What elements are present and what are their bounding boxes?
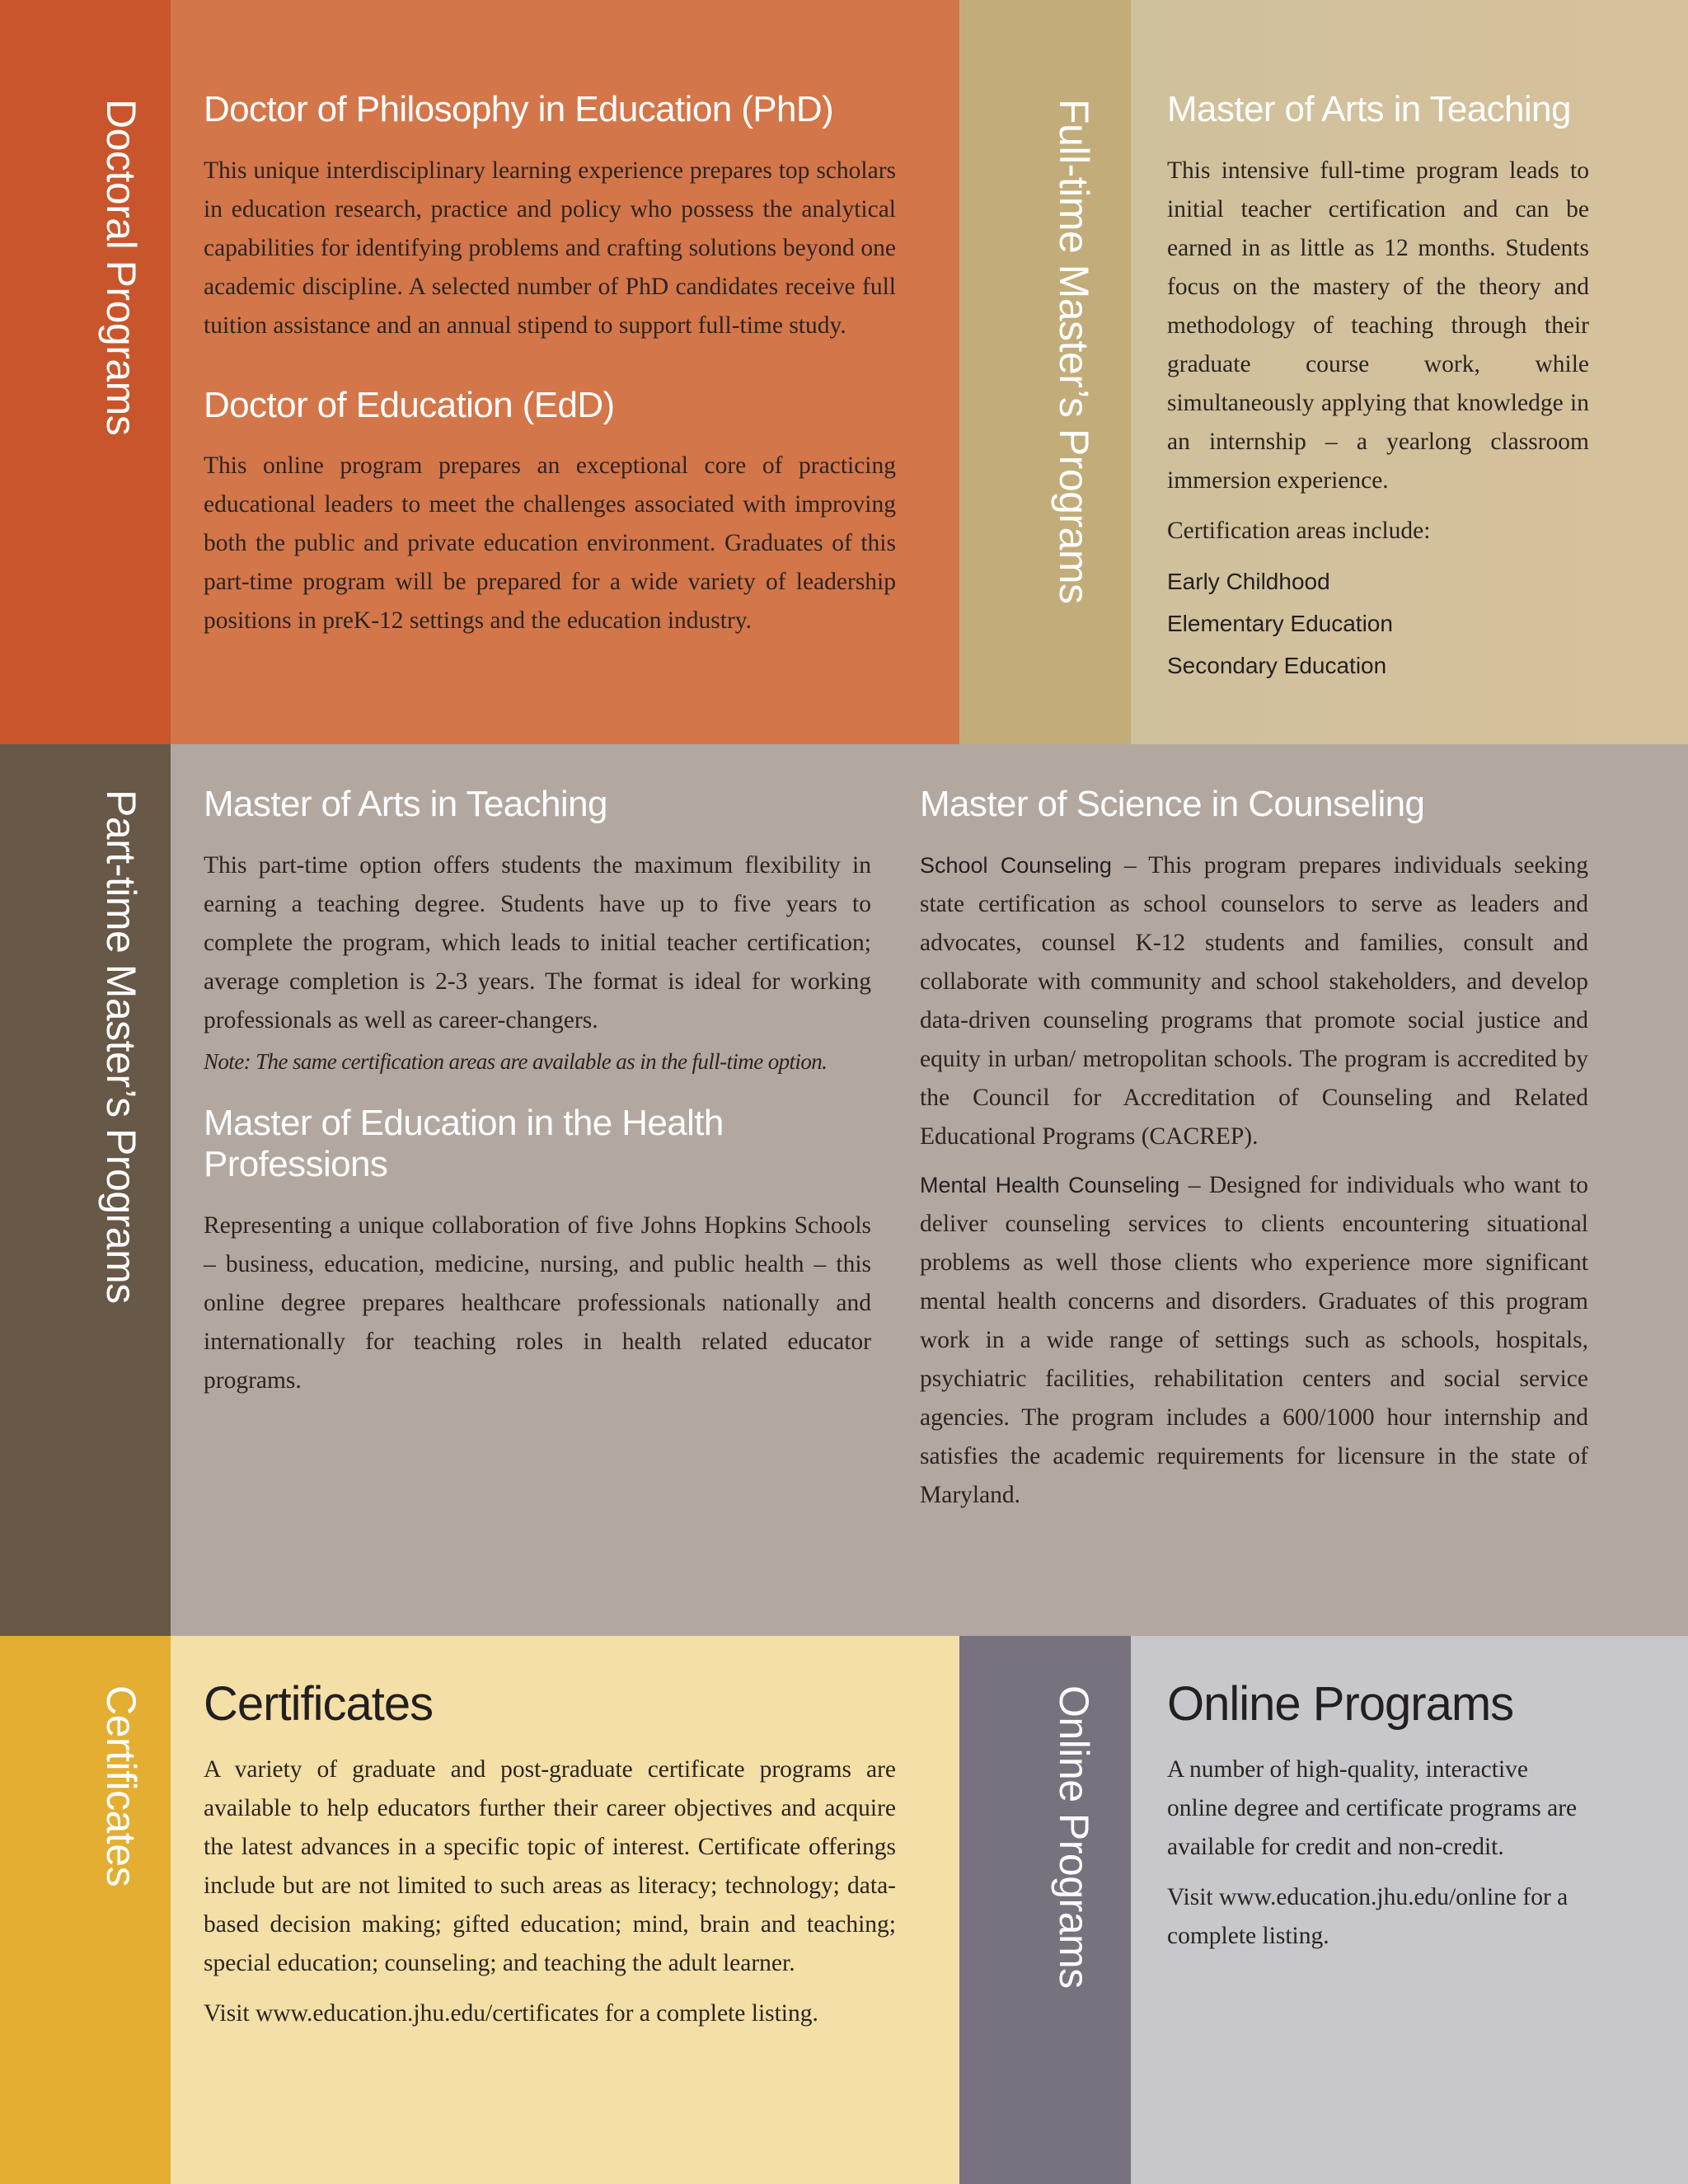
parttime-mat-note: Note: The same certification areas are available as in the full-time option.: [204, 1048, 828, 1074]
certificates-section: [171, 1636, 959, 2184]
parttime-section: [171, 744, 1688, 1636]
certificates-title: Certificates: [204, 1677, 434, 1731]
phd-title: Doctor of Philosophy in Education (PhD): [204, 89, 834, 129]
online-visit: Visit www.education.jhu.edu/online for a complete listing.: [1167, 1883, 1568, 1949]
phd-body: This unique interdisciplinary learning experience prepares top scholars in education research, practice and policy who possess the analytical capabilities for identifying problems and crafting solutions beyond one academic discipline. A selected number of PhD candidates receive full tuition assistance and an annual stipend to support full-time study.: [204, 157, 896, 339]
edd-body: This online program prepares an exceptional core of practicing educational leaders to meet the challenges associated with improving both the public and private education environment. Graduates of this part-time program will be prepared for a wide variety of leadership positions in preK-12 settings and the education industry.: [204, 452, 896, 635]
parttime-mat-title: Master of Arts in Teaching: [204, 784, 607, 824]
edd-title: Doctor of Education (EdD): [204, 384, 615, 425]
certificates-tab-label: Certificates: [98, 1685, 144, 1887]
certification-area: Early Childhood: [1167, 568, 1330, 594]
certification-area: Secondary Education: [1167, 652, 1387, 678]
mehp-title: Master of Education in the Health Professions: [204, 1102, 724, 1185]
mental-health-label: Mental Health Counseling: [920, 1172, 1180, 1197]
online-tab-label: Online Programs: [1051, 1685, 1097, 1989]
doctoral-section: [171, 0, 959, 744]
fulltime-tab-label: Full-time Master’s Programs: [1051, 99, 1097, 604]
fulltime-section: [1131, 0, 1688, 744]
certificates-tab: [0, 1636, 171, 2184]
online-tab: [959, 1636, 1131, 2184]
online-body: A number of high-quality, interactive online degree and certificate programs are available for credit and non-credit.: [1167, 1755, 1578, 1860]
parttime-tab: [0, 744, 171, 1636]
counseling-title: Master of Science in Counseling: [920, 784, 1425, 824]
doctoral-tab-label: Doctoral Programs: [98, 99, 144, 436]
certificates-body: A variety of graduate and post-graduate certificate programs are available to help educators further their career objectives and acquire the latest advances in a specific topic of interest. Certificate offerings include but are not limited to such areas as literacy; technology; data-based decision making; gifted education; mind, brain and teaching; special education; counseling; and teaching the adult learner.: [204, 1755, 896, 1976]
certification-areas-list: [1167, 560, 1589, 687]
parttime-mat-body: This part-time option offers students the maximum flexibility in earning a teaching degree. Students have up to five years to complete the program, which leads to initial teacher certification; average completion is 2-3 years. The format is ideal for working professionals as well as career-changers.: [204, 851, 871, 1033]
certification-areas-intro: Certification areas include:: [1167, 517, 1431, 544]
parttime-tab-label: Part-time Master’s Programs: [98, 790, 144, 1304]
mental-health-paragraph: [920, 1166, 1588, 1515]
parttime-right-column: [920, 784, 1588, 1515]
school-counseling-body: – This program prepares individuals seeking state certification as school counselors to serve as leaders and advocates, counsel K-12 students and families, consult and collaborate with community and school stakeholders, and develop data-driven counseling programs that promote social justice and equity in urban/ metropolitan schools. The program is accredited by the Council for Accreditation of Counseling and Related Educational Programs (CACREP).: [920, 851, 1588, 1150]
certificates-visit: Visit www.education.jhu.edu/certificates for a complete listing.: [204, 1999, 818, 2027]
parttime-left-column: [204, 784, 871, 1400]
certification-area: Elementary Education: [1167, 610, 1393, 636]
fulltime-tab: [959, 0, 1131, 744]
online-title: Online Programs: [1167, 1677, 1514, 1731]
fulltime-mat-title: Master of Arts in Teaching: [1167, 89, 1571, 129]
school-counseling-label: School Counseling: [920, 852, 1112, 878]
fulltime-mat-body: This intensive full-time program leads to initial teacher certification and can be earned in as little as 12 months. Students focus on the mastery of the theory and methodology of teaching through their graduate course work, while simultaneously applying that knowledge in an internship – a yearlong classroom immersion experience.: [1167, 157, 1589, 494]
mehp-body: Representing a unique collaboration of five Johns Hopkins Schools – business, education, medicine, nursing, and public health – this online degree prepares healthcare professionals nationally and internationally for teaching roles in health related educator programs.: [204, 1212, 871, 1394]
school-counseling-paragraph: [920, 846, 1588, 1156]
online-section: [1131, 1636, 1688, 2184]
mental-health-body: – Designed for individuals who want to deliver counseling services to clients encountering situational problems as well those clients who experience more significant mental health concerns and disorders. Graduates of this program work in a wide range of settings such as schools, hospitals, psychiatric facilities, rehabilitation centers and social service agencies. The program includes a 600/1000 hour internship and satisfies the academic requirements for licensure in the state of Maryland.: [920, 1171, 1588, 1508]
doctoral-tab: [0, 0, 171, 744]
